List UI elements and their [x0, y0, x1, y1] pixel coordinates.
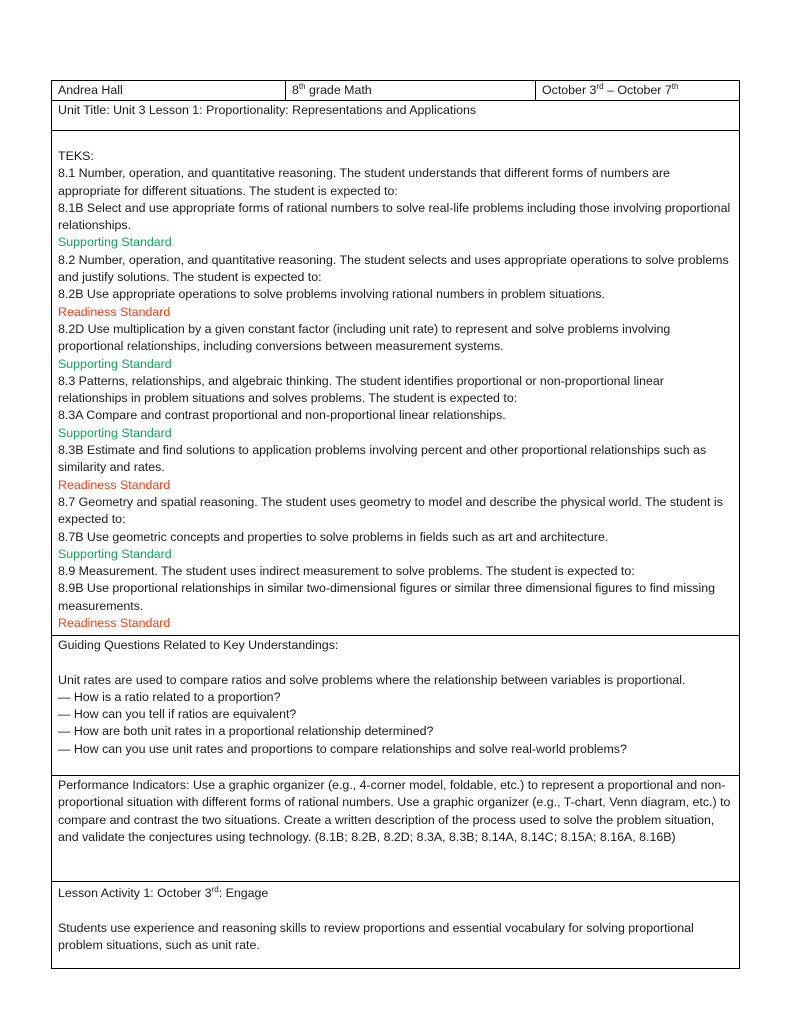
- grade-subject-text: grade Math: [305, 83, 372, 97]
- teks-list: [58, 165, 733, 632]
- spacer: [58, 654, 733, 671]
- activity-heading: [58, 885, 733, 902]
- grade-number: 8: [292, 83, 299, 97]
- teks-item: 8.1 Number, operation, and quantitative reasoning. The student understands that different forms of numbers are appropriate for different situations. The student is expected to:: [58, 166, 670, 198]
- readiness-standard-label: Readiness Standard: [58, 304, 171, 319]
- date-range: [536, 81, 739, 100]
- guiding-question: — How can you tell if ratios are equivalent?: [58, 707, 297, 722]
- teks-item: 8.7 Geometry and spatial reasoning. The student uses geometry to model and describe the physical world. The student is expected to:: [58, 494, 723, 527]
- teks-heading: TEKS:: [58, 149, 94, 163]
- key-understanding: Unit rates are used to compare ratios and solve problems where the relationship between variables is proportional.: [58, 672, 686, 687]
- teks-item: 8.1B Select and use appropriate forms of rational numbers to solve real-life problems including those involving proportional relationships.: [58, 200, 731, 233]
- spacer: [58, 902, 733, 919]
- teks-item: 8.2B Use appropriate operations to solve problems involving rational numbers in problem situations.: [58, 287, 605, 302]
- grade-suffix: th: [298, 82, 306, 91]
- header-row: [52, 81, 739, 100]
- unit-title-row: [52, 100, 739, 130]
- lesson-activity-section: [52, 881, 739, 968]
- activity-heading-text: Lesson Activity 1: October 3: [58, 886, 212, 900]
- activity-date-suffix: rd: [211, 885, 219, 894]
- activity-description: Students use experience and reasoning skills to review proportions and essential vocabulary for solving proportional problem situations, such as unit rate.: [58, 920, 694, 952]
- date-start: October 3: [542, 83, 597, 97]
- teks-item: 8.3B Estimate and find solutions to application problems involving percent and other proportional relationships such as similarity and rates.: [58, 443, 707, 475]
- teacher-name-text: Andrea Hall: [58, 83, 123, 97]
- teks-item: 8.9B Use proportional relationships in similar two-dimensional figures or similar three dimensional figures to find missing measurements.: [58, 581, 715, 613]
- teks-item: 8.2D Use multiplication by a given constant factor (including unit rate) to represent and solve problems involving proportional relationships, including conversions between measurement systems.: [58, 321, 671, 354]
- supporting-standard-label: Supporting Standard: [58, 546, 172, 561]
- guiding-heading: Guiding Questions Related to Key Understandings:: [58, 638, 339, 652]
- supporting-standard-label: Supporting Standard: [58, 425, 172, 440]
- date-end-suffix: th: [671, 82, 679, 91]
- teks-item: 8.3A Compare and contrast proportional and non-proportional linear relationships.: [58, 408, 506, 423]
- guiding-question: — How are both unit rates in a proportional relationship determined?: [58, 724, 434, 739]
- guiding-questions-section: [52, 635, 739, 775]
- unit-title: Unit Title: Unit 3 Lesson 1: Proportionality: Representations and Applications: [58, 103, 477, 117]
- teks-item: 8.3 Patterns, relationships, and algebraic thinking. The student identifies proportional or non-proportional linear relationships in problem situations and solves problems. The student is expected to:: [58, 373, 664, 406]
- teacher-name: [52, 81, 286, 100]
- teks-item: 8.9 Measurement. The student uses indirect measurement to solve problems. The student is expected to:: [58, 564, 635, 579]
- lesson-plan-table: [51, 80, 740, 969]
- supporting-standard-label: Supporting Standard: [58, 356, 172, 371]
- teks-item: 8.2 Number, operation, and quantitative reasoning. The student selects and uses appropriate operations to solve problems and justify solutions. The student is expected to:: [58, 252, 729, 285]
- grade-subject: [286, 81, 536, 100]
- activity-phase: : Engage: [218, 886, 269, 900]
- date-end: – October 7: [603, 83, 672, 97]
- performance-indicators-section: [52, 775, 739, 881]
- date-start-suffix: rd: [596, 82, 604, 91]
- teks-item: 8.7B Use geometric concepts and properties to solve problems in fields such as art and architecture.: [58, 529, 609, 544]
- readiness-standard-label: Readiness Standard: [58, 616, 171, 631]
- teks-section: [52, 130, 739, 635]
- guiding-question: — How is a ratio related to a proportion?: [58, 689, 281, 704]
- performance-indicators-text: Performance Indicators: Use a graphic organizer (e.g., 4-corner model, foldable, etc.) to represent a proportional and non-proportional situation with different forms of rational numbers. Use a graphic organizer (e.g., T-chart, Venn diagram, etc.) to compare and contrast the two situations. Create a written description of the process used to solve the problem situation, and validate the conjectures using technology. (8.1B; 8.2B, 8.2D; 8.3A, 8.3B; 8.14A, 8.14C; 8.15A; 8.16A, 8.16B): [58, 778, 731, 844]
- readiness-standard-label: Readiness Standard: [58, 477, 171, 492]
- supporting-standard-label: Supporting Standard: [58, 235, 172, 250]
- guiding-question: — How can you use unit rates and proportions to compare relationships and solve real-world problems?: [58, 741, 627, 756]
